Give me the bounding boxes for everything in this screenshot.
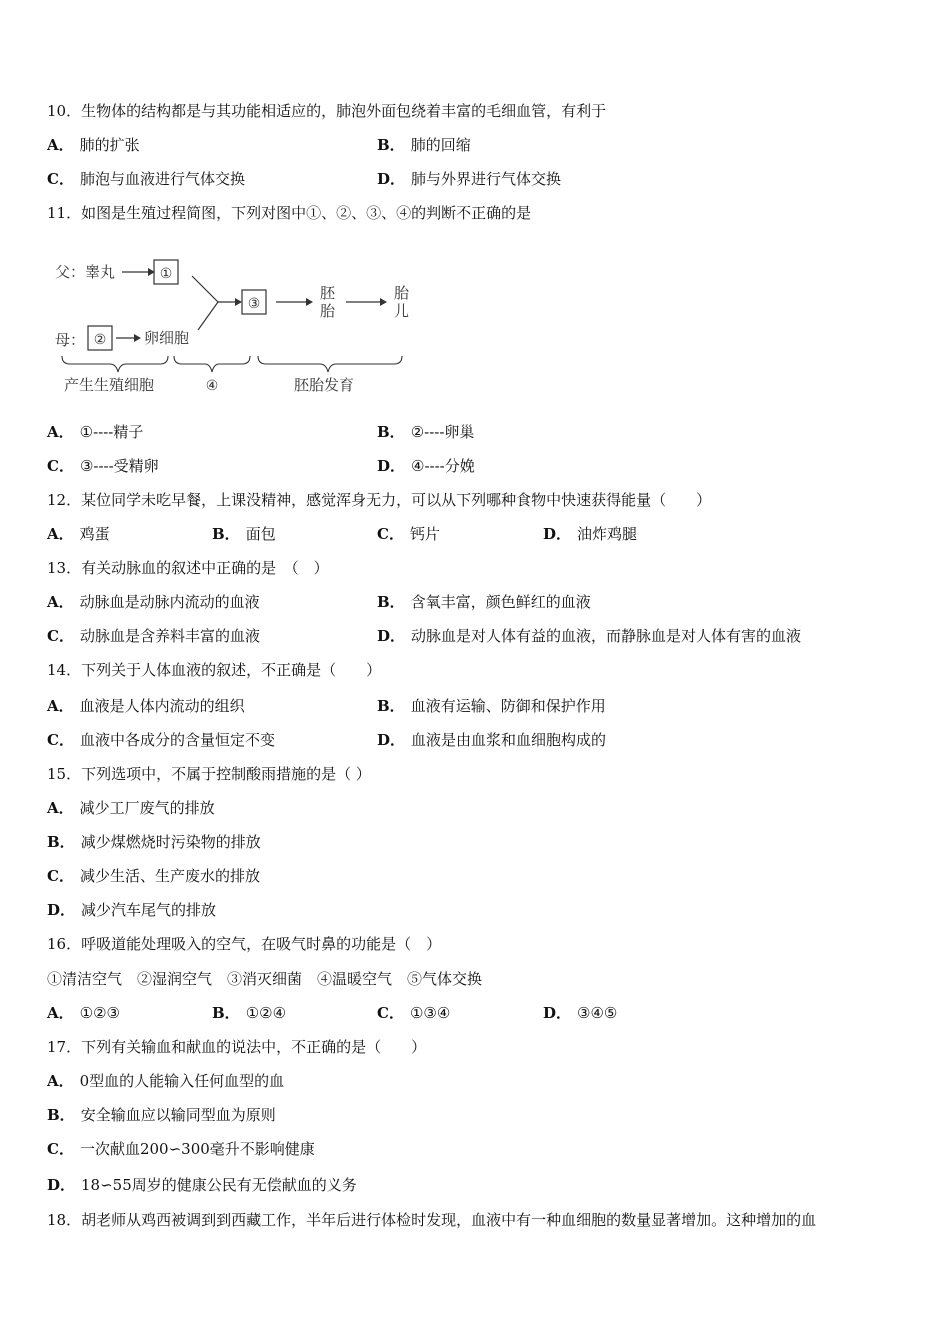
- q16-option-c: [377, 1003, 450, 1023]
- q15-option-a: [47, 798, 215, 818]
- diagram-embryo-2: 胎: [320, 302, 336, 320]
- option-text: 减少煤燃烧时污染物的排放: [80, 833, 261, 851]
- q16-option-a: [47, 1003, 120, 1023]
- option-label: A．: [47, 525, 74, 543]
- question-12-stem: 12．某位同学未吃早餐，上课没精神，感觉浑身无力，可以从下列哪种食物中快速获得能量（ ）: [47, 491, 712, 509]
- option-text: 钙片: [409, 525, 440, 543]
- option-label: C．: [47, 731, 74, 749]
- option-label: D．: [47, 901, 76, 919]
- arrowhead-embryo: [306, 298, 313, 306]
- option-text: 血液中各成分的含量恒定不变: [79, 731, 275, 749]
- option-text: 动脉血是动脉内流动的血液: [79, 593, 260, 611]
- q12-option-a: [47, 524, 110, 544]
- q16-option-d: [543, 1003, 617, 1023]
- option-label: C．: [47, 170, 74, 188]
- option-text: 肺泡与血液进行气体交换: [79, 170, 245, 188]
- q11-option-d: [377, 456, 475, 476]
- brace-development-label: 胚胎发育: [294, 376, 355, 394]
- q10-option-b: [377, 135, 471, 155]
- option-text: 鸡蛋: [79, 525, 110, 543]
- option-text: ④----分娩: [411, 457, 475, 475]
- option-text: 动脉血是对人体有益的血液，而静脉血是对人体有害的血液: [411, 627, 802, 645]
- diagram-box-2-label: ②: [93, 332, 107, 348]
- option-label: B．: [377, 593, 405, 611]
- brace-fertilization: [174, 356, 250, 372]
- q12-option-d: [543, 524, 637, 544]
- option-text: 动脉血是含养料丰富的血液: [79, 627, 260, 645]
- q12-option-b: [212, 524, 276, 544]
- diagram-box-3-label: ③: [247, 296, 261, 312]
- diagram-mother-label: 母：: [55, 331, 86, 349]
- option-label: A．: [47, 136, 74, 154]
- option-label: A．: [47, 1004, 74, 1022]
- option-text: ③----受精卵: [79, 457, 159, 475]
- option-text: 肺的回缩: [410, 136, 471, 154]
- q16-option-b: [212, 1003, 286, 1023]
- option-text: 减少生活、生产废水的排放: [79, 867, 260, 885]
- option-label: D．: [377, 170, 406, 188]
- question-16-stem: 16．呼吸道能处理吸入的空气，在吸气时鼻的功能是（ ）: [47, 935, 442, 953]
- option-text: 油炸鸡腿: [577, 525, 638, 543]
- option-label: C．: [47, 457, 74, 475]
- option-text: 减少汽车尾气的排放: [81, 901, 217, 919]
- option-label: C．: [47, 627, 74, 645]
- option-label: D．: [543, 1004, 572, 1022]
- question-11-stem: 11．如图是生殖过程简图，下列对图中①、②、③、④的判断不正确的是: [47, 204, 532, 222]
- option-text: ①②④: [245, 1004, 287, 1022]
- option-text: 肺的扩张: [79, 136, 140, 154]
- option-label: A．: [47, 593, 74, 611]
- option-label: D．: [47, 1176, 76, 1194]
- diagram-embryo-1: 胚: [320, 284, 336, 302]
- option-text: 安全输血应以输同型血为原则: [80, 1106, 276, 1124]
- question-17-stem: 17．下列有关输血和献血的说法中，不正确的是（ ）: [47, 1038, 427, 1056]
- brace-gamete: [62, 356, 168, 372]
- question-18-stem: 18．胡老师从鸡西被调到到西藏工作，半年后进行体检时发现，血液中有一种血细胞的数量显著增加。这种增加的血: [47, 1211, 817, 1229]
- q11-option-a: [47, 422, 143, 442]
- question-14-stem: 14．下列关于人体血液的叙述，不正确是（ ）: [47, 661, 382, 679]
- option-text: 一次献血200∽300毫升不影响健康: [79, 1140, 315, 1158]
- converge-line-bottom: [198, 302, 218, 330]
- option-label: B．: [47, 1106, 75, 1124]
- diagram-box-1-label: ①: [159, 266, 173, 282]
- q10-option-d: [377, 169, 561, 189]
- q17-option-d: [47, 1175, 357, 1195]
- q10-option-c: [47, 169, 245, 189]
- q13-option-c: [47, 626, 260, 646]
- q14-option-b: [377, 696, 606, 716]
- q14-option-a: [47, 696, 245, 716]
- option-text: ②----卵巢: [410, 423, 475, 441]
- option-label: B．: [212, 1004, 240, 1022]
- option-text: 血液有运输、防御和保护作用: [410, 697, 606, 715]
- q13-option-d: [377, 626, 801, 646]
- option-label: D．: [543, 525, 572, 543]
- question-16-statements: ①清洁空气 ②湿润空气 ③消灭细菌 ④温暖空气 ⑤气体交换: [47, 970, 483, 988]
- option-label: D．: [377, 731, 406, 749]
- q15-option-b: [47, 832, 261, 852]
- option-text: 含氧丰富，颜色鲜红的血液: [410, 593, 591, 611]
- option-text: 血液是人体内流动的组织: [79, 697, 245, 715]
- reproduction-diagram: [50, 250, 420, 400]
- option-text: ①----精子: [79, 423, 144, 441]
- option-text: 18∽55周岁的健康公民有无偿献血的义务: [81, 1176, 357, 1194]
- option-label: B．: [212, 525, 240, 543]
- option-text: 血液是由血浆和血细胞构成的: [411, 731, 607, 749]
- option-text: 减少工厂废气的排放: [79, 799, 215, 817]
- brace-gamete-label: 产生生殖细胞: [64, 376, 155, 394]
- brace-development: [258, 356, 402, 372]
- brace-fertilization-label: ④: [205, 378, 219, 394]
- diagram-fetus-1: 胎: [394, 284, 410, 302]
- option-text: 0型血的人能输入任何血型的血: [79, 1072, 285, 1090]
- question-13-stem: 13．有关动脉血的叙述中正确的是 （ ）: [47, 559, 329, 577]
- option-label: B．: [377, 423, 405, 441]
- diagram-egg-label: 卵细胞: [144, 329, 190, 347]
- option-label: A．: [47, 799, 74, 817]
- converge-line-top: [192, 276, 218, 302]
- diagram-father-label: 父：睾丸: [55, 263, 116, 281]
- option-text: 肺与外界进行气体交换: [411, 170, 562, 188]
- question-10-stem: 10．生物体的结构都是与其功能相适应的，肺泡外面包绕着丰富的毛细血管，有利于: [47, 102, 607, 120]
- q12-option-c: [377, 524, 440, 544]
- q14-option-c: [47, 730, 275, 750]
- option-label: B．: [377, 136, 405, 154]
- option-label: C．: [47, 1140, 74, 1158]
- q17-option-c: [47, 1139, 315, 1159]
- option-text: ③④⑤: [577, 1004, 618, 1022]
- option-label: C．: [377, 525, 404, 543]
- question-15-stem: 15．下列选项中，不属于控制酸雨措施的是（ ）: [47, 765, 371, 783]
- q11-option-b: [377, 422, 474, 442]
- q15-option-c: [47, 866, 260, 886]
- arrowhead-fetus: [380, 298, 387, 306]
- q17-option-a: [47, 1071, 284, 1091]
- q11-option-c: [47, 456, 159, 476]
- option-label: B．: [47, 833, 75, 851]
- option-label: B．: [377, 697, 405, 715]
- option-text: 面包: [245, 525, 276, 543]
- q10-option-a: [47, 135, 140, 155]
- option-label: D．: [377, 627, 406, 645]
- option-label: C．: [47, 867, 74, 885]
- option-label: A．: [47, 423, 74, 441]
- option-label: C．: [377, 1004, 404, 1022]
- q13-option-a: [47, 592, 260, 612]
- q17-option-b: [47, 1105, 276, 1125]
- option-label: A．: [47, 697, 74, 715]
- option-label: D．: [377, 457, 406, 475]
- arrowhead-ovary: [134, 334, 141, 342]
- q15-option-d: [47, 900, 216, 920]
- q13-option-b: [377, 592, 591, 612]
- arrowhead-zygote: [235, 298, 242, 306]
- diagram-fetus-2: 儿: [394, 302, 410, 320]
- option-text: ①③④: [409, 1004, 451, 1022]
- option-text: ①②③: [79, 1004, 120, 1022]
- option-label: A．: [47, 1072, 74, 1090]
- q14-option-d: [377, 730, 606, 750]
